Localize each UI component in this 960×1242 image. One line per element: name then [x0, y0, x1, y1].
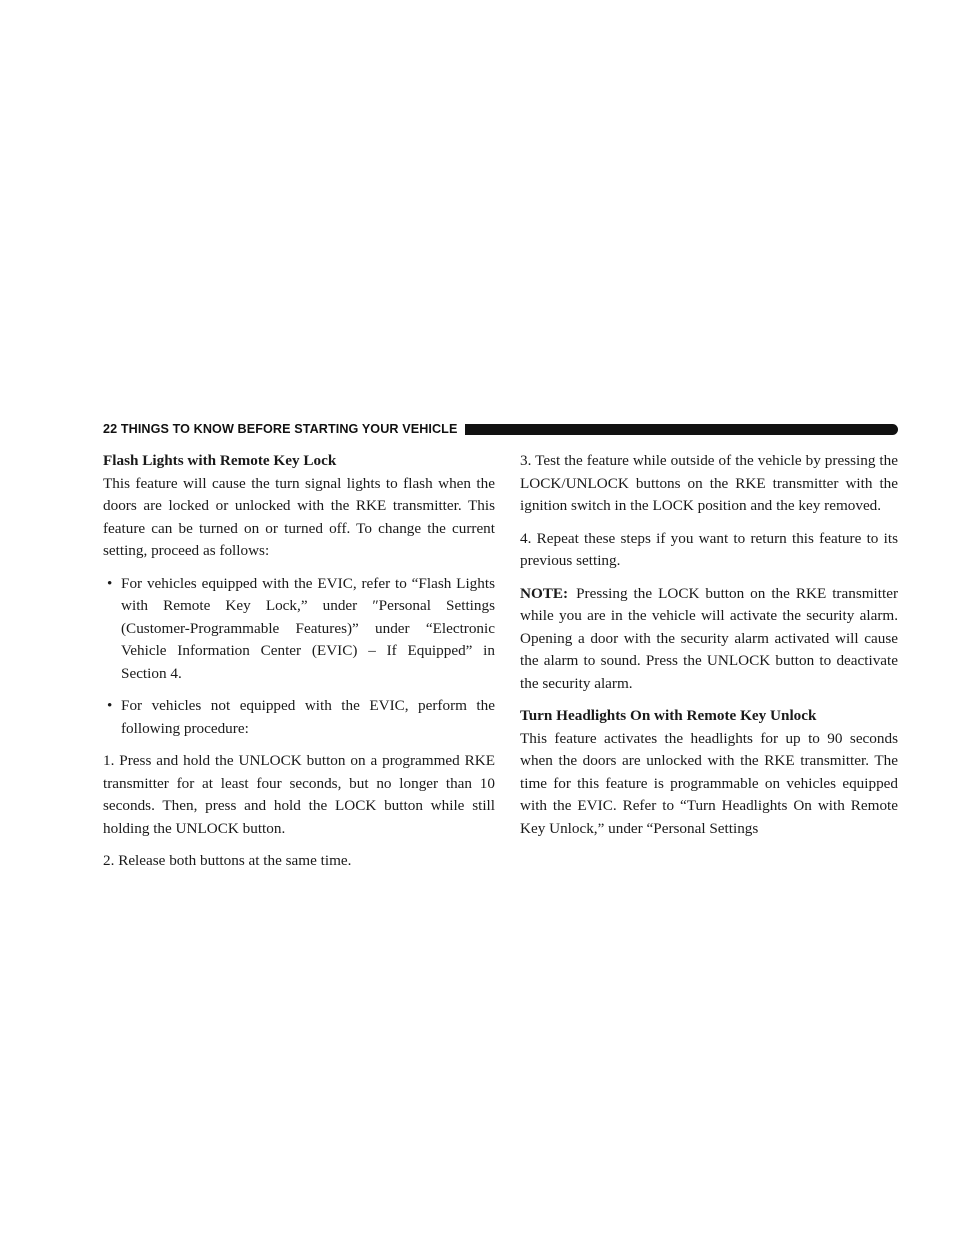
right-column: [520, 450, 898, 840]
header-text: [103, 422, 457, 436]
intro-paragraph: This feature will cause the turn signal lights to flash when the doors are locked or unlocked with the RKE transmitter. This feature can be turned on or turned off. To change the current setting, proceed as follows:: [103, 474, 495, 559]
section-heading-flash-lights: Flash Lights with Remote Key Lock: [103, 452, 337, 469]
note-text: Pressing the LOCK button on the RKE transmitter while you are in the vehicle will activate the security alarm. Opening a door with the security alarm activated will cause the alarm to sound. Press the UNLOCK button to deactivate the security alarm.: [520, 584, 898, 692]
page-number: 22: [103, 422, 118, 436]
bullet-text: For vehicles equipped with the EVIC, refer to “Flash Lights with Remote Key Lock,” under ″Personal Settings (Customer-Programmable Features)” under “Electronic Vehicle Information Center (EVIC) – If Equipped” in Section 4.: [121, 574, 495, 682]
bullet-icon: •: [107, 697, 113, 714]
bullet-text: For vehicles not equipped with the EVIC, perform the following procedure:: [121, 697, 495, 737]
headlights-paragraph: This feature activates the headlights for up to 90 seconds when the doors are unlocked with the RKE transmitter. The time for this feature is programmable on vehicles equipped with the EVIC. Refer to “Turn Headlights On with Remote Key Unlock,” under “Personal Settings: [520, 729, 898, 837]
step-2: 2. Release both buttons at the same time.: [103, 852, 352, 869]
section-title: THINGS TO KNOW BEFORE STARTING YOUR VEHICLE: [120, 422, 458, 436]
page-header: [103, 420, 898, 438]
list-item: [103, 573, 495, 686]
left-column: [103, 450, 495, 873]
note-paragraph: [520, 583, 898, 696]
list-item: [103, 695, 495, 740]
header-rule: [465, 424, 898, 435]
note-label: NOTE:: [520, 584, 569, 602]
step-1: 1. Press and hold the UNLOCK button on a programmed RKE transmitter for at least four seconds, but no longer than 10 seconds. Then, press and hold the LOCK button while still holding the UNLOCK button.: [103, 752, 495, 837]
section-heading-headlights: Turn Headlights On with Remote Key Unlock: [520, 707, 817, 724]
step-3: 3. Test the feature while outside of the vehicle by pressing the LOCK/UNLOCK buttons on the RKE transmitter with the ignition switch in the LOCK position and the key removed.: [520, 452, 898, 514]
step-4: 4. Repeat these steps if you want to return this feature to its previous setting.: [520, 529, 898, 569]
bullet-icon: •: [107, 574, 113, 592]
